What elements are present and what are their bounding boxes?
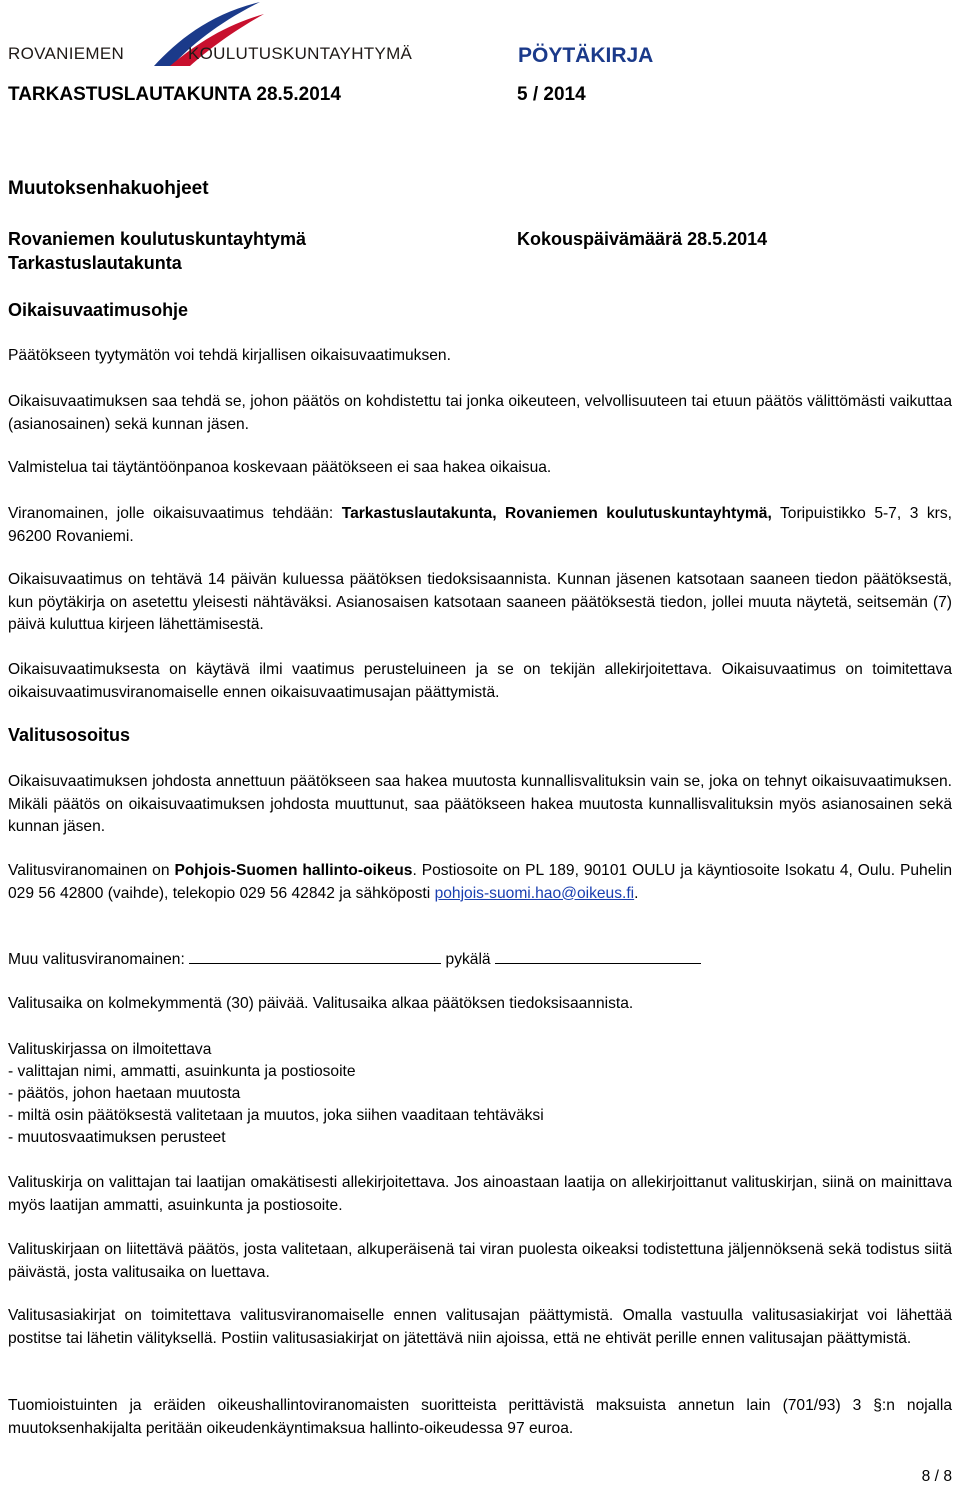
- document-type: PÖYTÄKIRJA: [518, 44, 654, 67]
- oikaisu-paragraph-1: Päätökseen tyytymätön voi tehdä kirjallisen oikaisuvaatimuksen.: [8, 347, 451, 364]
- committee-date: TARKASTUSLAUTAKUNTA 28.5.2014: [8, 84, 341, 105]
- other-authority-blank: [189, 948, 441, 964]
- court-name: Pohjois-Suomen hallinto-oikeus: [174, 862, 413, 879]
- valitus-heading: Valitusosoitus: [8, 725, 131, 745]
- oikaisu-heading: Oikaisuvaatimusohje: [8, 300, 189, 320]
- valitus-paragraph-5: Valituskirjaan on liitettävä päätös, josta valitetaan, alkuperäisenä tai viran puolesta oikeaksi todistettuna jäljennöksenä sekä todistus siitä päivästä, josta valitusaika on luettava.: [8, 1241, 952, 1281]
- other-authority-line: [8, 948, 952, 972]
- court-intro: Valitusviranomainen on: [8, 862, 175, 879]
- organization-name: Rovaniemen koulutuskuntayhtymä: [8, 229, 307, 249]
- oikaisu-paragraph-2: Oikaisuvaatimuksen saa tehdä se, johon päätös on kohdistettu tai jonka oikeuteen, velvollisuuteen tai etuun päätös välittömästi vaikuttaa (asianosainen) sekä kunnan jäsen.: [8, 393, 952, 433]
- logo-left-text: ROVANIEMEN: [8, 44, 125, 63]
- section-label: pykälä: [445, 951, 491, 968]
- court-email-link[interactable]: pohjois-suomi.hao@oikeus.fi: [434, 884, 635, 902]
- other-authority-label: Muu valitusviranomainen:: [8, 951, 185, 968]
- valitus-paragraph-2: [8, 860, 952, 905]
- page-number: 8 / 8: [921, 1468, 952, 1485]
- valitus-paragraph-1: Oikaisuvaatimuksen johdosta annettuun päätökseen saa hakea muutosta kunnallisvalituksin vain se, joka on tehnyt oikaisuvaatimuksen. Mikäli päätös on oikaisuvaatimuksen johdosta muuttunut, saa päätökseen hakea muutosta kunnallisvalituksin myös asianosainen sekä kunnan jäsen.: [8, 773, 952, 835]
- authority-address: Toripuistikko 5-7, 3 krs, 96200 Rovaniemi.: [8, 505, 952, 545]
- valitus-list-intro: Valituskirjassa on ilmoitettava: [8, 1041, 212, 1058]
- oikaisu-paragraph-6: Oikaisuvaatimuksesta on käytävä ilmi vaatimus perusteluineen ja se on tekijän allekirjoitettava. Oikaisuvaatimus on toimitettava oikaisuvaatimusviranomaiselle ennen oikaisuvaatimusajan päättymistä.: [8, 661, 952, 701]
- organization-unit: Tarkastuslautakunta: [8, 253, 182, 273]
- meeting-date: Kokouspäivämäärä 28.5.2014: [517, 229, 768, 249]
- list-item: - miltä osin päätöksestä valitetaan ja muutos, joka siihen vaaditaan tehtäväksi: [8, 1107, 544, 1124]
- list-item: - valittajan nimi, ammatti, asuinkunta ja postiosoite: [8, 1063, 356, 1080]
- court-contact: . Postiosoite on PL 189, 90101 OULU ja käyntiosoite Isokatu 4, Oulu. Puhelin 029 56 42800 (vaihde), telekopio 029 56 42842 ja sähköposti: [8, 862, 952, 902]
- valitus-paragraph-7: Tuomioistuinten ja eräiden oikeushallintoviranomaisten suoritteista perittävistä maksuista annetun lain (701/93) 3 §:n nojalla muutoksenhakijalta peritään oikeudenkäyntimaksua hallinto-oikeudessa 97 euroa.: [8, 1397, 952, 1437]
- court-email-end: .: [634, 884, 639, 902]
- valitus-paragraph-3: Valitusaika on kolmekymmentä (30) päivää. Valitusaika alkaa päätöksen tiedoksisaannista.: [8, 995, 634, 1012]
- authority-name: Tarkastuslautakunta, Rovaniemen koulutuskuntayhtymä,: [341, 505, 772, 522]
- list-item: - muutosvaatimuksen perusteet: [8, 1129, 226, 1146]
- logo-right-text: KOULUTUSKUNTAYHTYMÄ: [188, 44, 413, 63]
- valitus-paragraph-6: Valitusasiakirjat on toimitettava valitusviranomaiselle ennen valitusajan päättymistä. Omalla vastuulla valitusasiakirjat voi lähettää postitse tai lähetin välityksellä. Postiin valitusasiakirjat on jätettävä niin ajoissa, että ne ehtivät perille ennen valitusajan päättymistä.: [8, 1307, 952, 1347]
- oikaisu-paragraph-4: [8, 503, 952, 548]
- list-item: - päätös, johon haetaan muutosta: [8, 1085, 241, 1102]
- issue-number: 5 / 2014: [517, 84, 586, 105]
- section-blank: [495, 948, 701, 964]
- valitus-paragraph-4: Valituskirja on valittajan tai laatijan omakätisesti allekirjoitettava. Jos ainoastaan laatija on allekirjoittanut valituskirjan, siinä on mainittava myös laatijan ammatti, asuinkunta ja postiosoite.: [8, 1174, 952, 1214]
- authority-intro: Viranomainen, jolle oikaisuvaatimus tehdään:: [8, 505, 342, 522]
- page-title: Muutoksenhakuohjeet: [8, 178, 209, 199]
- oikaisu-paragraph-5: Oikaisuvaatimus on tehtävä 14 päivän kuluessa päätöksen tiedoksisaannista. Kunnan jäsenen katsotaan saaneen tiedon päätöksestä, kun pöytäkirja on asetettu yleisesti nähtäväksi. Asianosaisen katsotaan saaneen päätöksestä tiedon, jollei muuta näytetä, seitsemän (7) päivä kuluttua kirjeen lähettämisestä.: [8, 571, 952, 633]
- oikaisu-paragraph-3: Valmistelua tai täytäntöönpanoa koskevaan päätökseen ei saa hakea oikaisua.: [8, 459, 552, 476]
